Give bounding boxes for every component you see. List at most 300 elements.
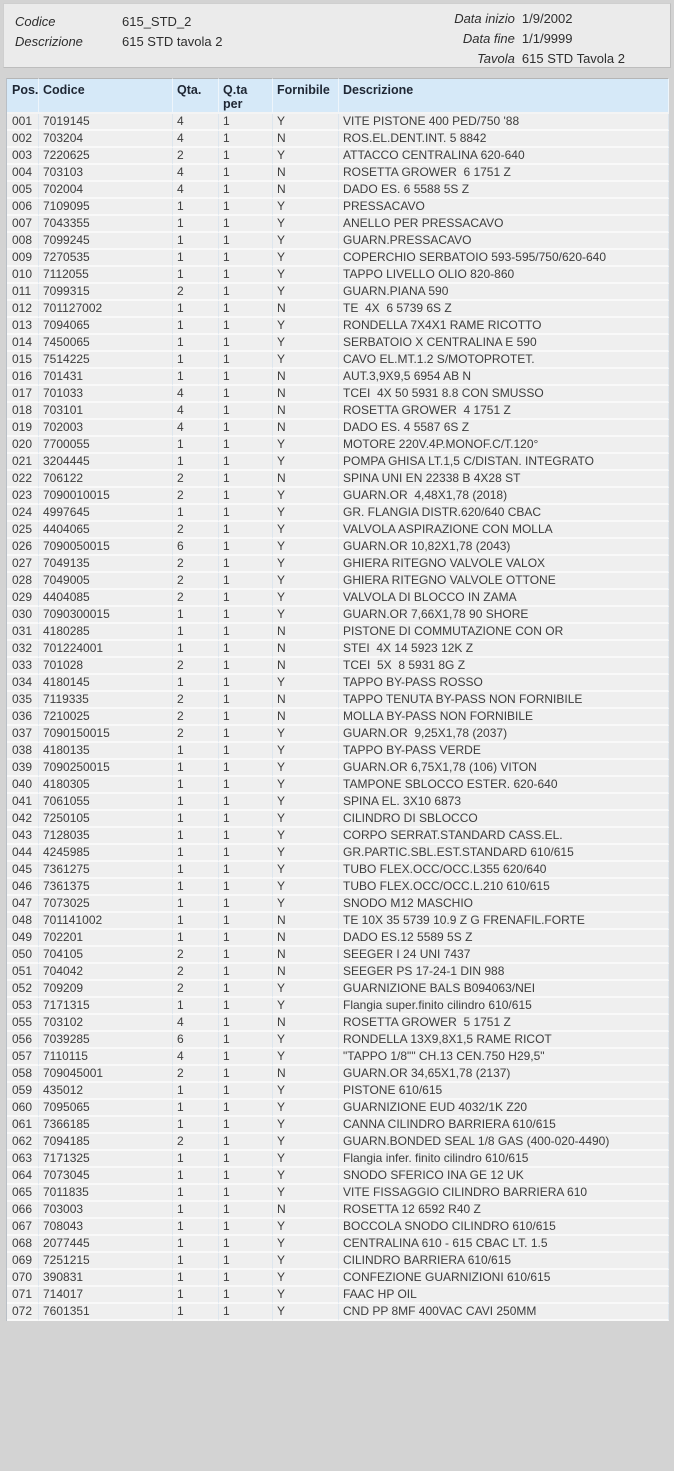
cell-descrizione: VALVOLA ASPIRAZIONE CON MOLLA	[339, 522, 669, 539]
cell-codice: 4180305	[39, 777, 173, 794]
cell-codice: 7210025	[39, 709, 173, 726]
cell-pos: 042	[7, 811, 39, 828]
cell-qta-per: 1	[219, 1015, 273, 1032]
table-row	[7, 505, 669, 522]
cell-qta: 1	[173, 369, 219, 386]
cell-qta: 1	[173, 1117, 219, 1134]
cell-pos: 008	[7, 233, 39, 250]
cell-qta: 1	[173, 1304, 219, 1321]
cell-qta-per: 1	[219, 1219, 273, 1236]
cell-descrizione: VITE FISSAGGIO CILINDRO BARRIERA 610	[339, 1185, 669, 1202]
cell-qta-per: 1	[219, 301, 273, 318]
cell-codice: 4404085	[39, 590, 173, 607]
cell-qta-per: 1	[219, 250, 273, 267]
cell-fornibile: Y	[273, 760, 339, 777]
cell-descrizione: ATTACCO CENTRALINA 620-640	[339, 148, 669, 165]
cell-qta-per: 1	[219, 114, 273, 131]
cell-descrizione: Flangia super.finito cilindro 610/615	[339, 998, 669, 1015]
cell-fornibile: Y	[273, 1117, 339, 1134]
cell-pos: 021	[7, 454, 39, 471]
cell-qta: 2	[173, 573, 219, 590]
cell-qta-per: 1	[219, 556, 273, 573]
cell-fornibile: Y	[273, 981, 339, 998]
column-header-pos: Pos.	[7, 78, 39, 114]
table-row	[7, 862, 669, 879]
cell-descrizione: CONFEZIONE GUARNIZIONI 610/615	[339, 1270, 669, 1287]
cell-qta: 1	[173, 1236, 219, 1253]
cell-qta-per: 1	[219, 148, 273, 165]
cell-qta-per: 1	[219, 760, 273, 777]
table-row	[7, 182, 669, 199]
cell-descrizione: PISTONE DI COMMUTAZIONE CON OR	[339, 624, 669, 641]
cell-fornibile: Y	[273, 1100, 339, 1117]
cell-qta-per: 1	[219, 182, 273, 199]
table-row	[7, 590, 669, 607]
cell-descrizione: CAVO EL.MT.1.2 S/MOTOPROTET.	[339, 352, 669, 369]
cell-pos: 069	[7, 1253, 39, 1270]
cell-qta: 1	[173, 454, 219, 471]
table-row	[7, 828, 669, 845]
cell-pos: 053	[7, 998, 39, 1015]
cell-fornibile: N	[273, 420, 339, 437]
cell-fornibile: N	[273, 131, 339, 148]
cell-qta-per: 1	[219, 777, 273, 794]
cell-qta: 4	[173, 182, 219, 199]
cell-descrizione: TUBO FLEX.OCC/OCC.L355 620/640	[339, 862, 669, 879]
cell-qta: 4	[173, 386, 219, 403]
cell-qta-per: 1	[219, 981, 273, 998]
cell-descrizione: GR. FLANGIA DISTR.620/640 CBAC	[339, 505, 669, 522]
table-row	[7, 148, 669, 165]
cell-fornibile: Y	[273, 879, 339, 896]
cell-codice: 701028	[39, 658, 173, 675]
cell-qta-per: 1	[219, 199, 273, 216]
cell-qta: 1	[173, 811, 219, 828]
cell-descrizione: TUBO FLEX.OCC/OCC.L.210 610/615	[339, 879, 669, 896]
cell-qta: 1	[173, 1151, 219, 1168]
cell-fornibile: Y	[273, 267, 339, 284]
cell-fornibile: Y	[273, 811, 339, 828]
cell-qta: 2	[173, 692, 219, 709]
cell-codice: 701033	[39, 386, 173, 403]
table-row	[7, 233, 669, 250]
table-row	[7, 845, 669, 862]
cell-fornibile: Y	[273, 896, 339, 913]
cell-qta-per: 1	[219, 930, 273, 947]
cell-codice: 7094065	[39, 318, 173, 335]
table-row	[7, 1185, 669, 1202]
cell-qta: 2	[173, 658, 219, 675]
cell-pos: 055	[7, 1015, 39, 1032]
cell-descrizione: GR.PARTIC.SBL.EST.STANDARD 610/615	[339, 845, 669, 862]
cell-fornibile: N	[273, 301, 339, 318]
cell-fornibile: Y	[273, 845, 339, 862]
cell-codice: 7171325	[39, 1151, 173, 1168]
cell-descrizione: CANNA CILINDRO BARRIERA 610/615	[339, 1117, 669, 1134]
cell-codice: 7128035	[39, 828, 173, 845]
cell-pos: 052	[7, 981, 39, 998]
cell-fornibile: N	[273, 624, 339, 641]
cell-fornibile: Y	[273, 1236, 339, 1253]
cell-pos: 060	[7, 1100, 39, 1117]
cell-pos: 066	[7, 1202, 39, 1219]
cell-qta-per: 1	[219, 1185, 273, 1202]
cell-descrizione: SEEGER I 24 UNI 7437	[339, 947, 669, 964]
cell-qta: 4	[173, 114, 219, 131]
cell-pos: 040	[7, 777, 39, 794]
table-row	[7, 1236, 669, 1253]
cell-qta-per: 1	[219, 335, 273, 352]
column-header-descrizione: Descrizione	[339, 78, 669, 114]
cell-qta: 2	[173, 964, 219, 981]
cell-fornibile: N	[273, 369, 339, 386]
cell-pos: 022	[7, 471, 39, 488]
table-row	[7, 369, 669, 386]
cell-codice: 7514225	[39, 352, 173, 369]
cell-descrizione: ROS.EL.DENT.INT. 5 8842	[339, 131, 669, 148]
cell-pos: 001	[7, 114, 39, 131]
cell-codice: 702003	[39, 420, 173, 437]
cell-codice: 701224001	[39, 641, 173, 658]
cell-qta-per: 1	[219, 1270, 273, 1287]
table-row	[7, 556, 669, 573]
cell-descrizione: GUARN.OR 9,25X1,78 (2037)	[339, 726, 669, 743]
cell-qta-per: 1	[219, 386, 273, 403]
cell-codice: 7110115	[39, 1049, 173, 1066]
cell-qta-per: 1	[219, 675, 273, 692]
cell-pos: 048	[7, 913, 39, 930]
cell-codice: 7090050015	[39, 539, 173, 556]
cell-qta: 1	[173, 1219, 219, 1236]
cell-descrizione: ROSETTA 12 6592 R40 Z	[339, 1202, 669, 1219]
cell-qta-per: 1	[219, 1066, 273, 1083]
cell-codice: 7099245	[39, 233, 173, 250]
descrizione-value: 615 STD tavola 2	[122, 33, 223, 49]
cell-descrizione: SNODO M12 MASCHIO	[339, 896, 669, 913]
cell-qta: 1	[173, 301, 219, 318]
cell-qta: 4	[173, 1049, 219, 1066]
cell-qta-per: 1	[219, 131, 273, 148]
cell-fornibile: Y	[273, 1032, 339, 1049]
cell-qta-per: 1	[219, 284, 273, 301]
cell-codice: 7220625	[39, 148, 173, 165]
cell-codice: 7094185	[39, 1134, 173, 1151]
cell-pos: 071	[7, 1287, 39, 1304]
cell-fornibile: Y	[273, 114, 339, 131]
cell-qta: 4	[173, 1015, 219, 1032]
cell-codice: 7109095	[39, 199, 173, 216]
cell-qta-per: 1	[219, 709, 273, 726]
cell-codice: 701431	[39, 369, 173, 386]
cell-descrizione: GHIERA RITEGNO VALVOLE VALOX	[339, 556, 669, 573]
table-row	[7, 658, 669, 675]
cell-fornibile: Y	[273, 743, 339, 760]
cell-qta: 1	[173, 1100, 219, 1117]
cell-qta-per: 1	[219, 1287, 273, 1304]
cell-descrizione: VITE PISTONE 400 PED/750 '88	[339, 114, 669, 131]
cell-codice: 4180285	[39, 624, 173, 641]
cell-qta: 2	[173, 947, 219, 964]
data-inizio-label: Data inizio	[454, 10, 515, 26]
cell-fornibile: Y	[273, 862, 339, 879]
cell-pos: 064	[7, 1168, 39, 1185]
cell-fornibile: N	[273, 913, 339, 930]
cell-fornibile: N	[273, 165, 339, 182]
cell-qta-per: 1	[219, 913, 273, 930]
cell-codice: 7700055	[39, 437, 173, 454]
cell-fornibile: Y	[273, 488, 339, 505]
cell-codice: 706122	[39, 471, 173, 488]
column-header-codice: Codice	[39, 78, 173, 114]
cell-codice: 390831	[39, 1270, 173, 1287]
cell-descrizione: SERBATOIO X CENTRALINA E 590	[339, 335, 669, 352]
cell-pos: 004	[7, 165, 39, 182]
cell-descrizione: TAPPO BY-PASS ROSSO	[339, 675, 669, 692]
cell-qta: 1	[173, 845, 219, 862]
cell-codice: 7099315	[39, 284, 173, 301]
cell-descrizione: SPINA UNI EN 22338 B 4X28 ST	[339, 471, 669, 488]
table-header-row	[7, 78, 669, 114]
cell-descrizione: GUARN.OR 7,66X1,78 90 SHORE	[339, 607, 669, 624]
cell-fornibile: Y	[273, 352, 339, 369]
cell-qta-per: 1	[219, 505, 273, 522]
cell-pos: 025	[7, 522, 39, 539]
cell-qta-per: 1	[219, 233, 273, 250]
cell-pos: 026	[7, 539, 39, 556]
cell-qta: 4	[173, 165, 219, 182]
table-row	[7, 1100, 669, 1117]
document-info-panel	[3, 3, 671, 68]
cell-qta-per: 1	[219, 488, 273, 505]
cell-codice: 703101	[39, 403, 173, 420]
cell-fornibile: Y	[273, 454, 339, 471]
cell-qta-per: 1	[219, 539, 273, 556]
tavola-value: 615 STD Tavola 2	[521, 50, 625, 66]
table-row	[7, 998, 669, 1015]
cell-fornibile: Y	[273, 794, 339, 811]
cell-descrizione: ROSETTA GROWER 6 1751 Z	[339, 165, 669, 182]
cell-fornibile: Y	[273, 1270, 339, 1287]
cell-codice: 7039285	[39, 1032, 173, 1049]
cell-pos: 061	[7, 1117, 39, 1134]
cell-pos: 017	[7, 386, 39, 403]
cell-descrizione: GUARN.OR 10,82X1,78 (2043)	[339, 539, 669, 556]
cell-codice: 7049005	[39, 573, 173, 590]
cell-descrizione: GUARN.OR 4,48X1,78 (2018)	[339, 488, 669, 505]
table-row	[7, 420, 669, 437]
cell-codice: 709045001	[39, 1066, 173, 1083]
cell-descrizione: DADO ES. 4 5587 6S Z	[339, 420, 669, 437]
cell-codice: 701141002	[39, 913, 173, 930]
cell-pos: 024	[7, 505, 39, 522]
table-row	[7, 301, 669, 318]
cell-codice: 7073045	[39, 1168, 173, 1185]
cell-codice: 7090250015	[39, 760, 173, 777]
cell-qta-per: 1	[219, 641, 273, 658]
cell-qta: 2	[173, 488, 219, 505]
cell-qta: 1	[173, 1202, 219, 1219]
cell-qta-per: 1	[219, 862, 273, 879]
cell-descrizione: ROSETTA GROWER 5 1751 Z	[339, 1015, 669, 1032]
cell-codice: 4245985	[39, 845, 173, 862]
cell-fornibile: Y	[273, 607, 339, 624]
cell-qta: 1	[173, 1185, 219, 1202]
table-row	[7, 1253, 669, 1270]
cell-fornibile: Y	[273, 726, 339, 743]
cell-qta-per: 1	[219, 896, 273, 913]
cell-pos: 019	[7, 420, 39, 437]
info-right-block	[377, 8, 625, 68]
table-row	[7, 930, 669, 947]
cell-pos: 030	[7, 607, 39, 624]
cell-fornibile: N	[273, 1202, 339, 1219]
cell-fornibile: Y	[273, 590, 339, 607]
cell-pos: 033	[7, 658, 39, 675]
cell-codice: 7361275	[39, 862, 173, 879]
cell-pos: 049	[7, 930, 39, 947]
data-fine-row	[377, 28, 625, 48]
cell-qta: 2	[173, 590, 219, 607]
cell-codice: 702201	[39, 930, 173, 947]
cell-qta: 1	[173, 1168, 219, 1185]
cell-descrizione: CILINDRO DI SBLOCCO	[339, 811, 669, 828]
cell-fornibile: Y	[273, 233, 339, 250]
cell-qta: 2	[173, 284, 219, 301]
cell-fornibile: N	[273, 964, 339, 981]
table-row	[7, 437, 669, 454]
cell-pos: 009	[7, 250, 39, 267]
table-row	[7, 913, 669, 930]
table-row	[7, 964, 669, 981]
cell-qta-per: 1	[219, 811, 273, 828]
cell-codice: 4404065	[39, 522, 173, 539]
cell-descrizione: DADO ES.12 5589 5S Z	[339, 930, 669, 947]
cell-codice: 7090300015	[39, 607, 173, 624]
table-row	[7, 1117, 669, 1134]
column-header-qta-per: Q.ta per	[219, 78, 273, 114]
cell-qta: 2	[173, 148, 219, 165]
cell-pos: 067	[7, 1219, 39, 1236]
table-row	[7, 284, 669, 301]
table-row	[7, 1219, 669, 1236]
cell-qta: 2	[173, 556, 219, 573]
cell-pos: 046	[7, 879, 39, 896]
cell-qta: 1	[173, 1270, 219, 1287]
cell-fornibile: Y	[273, 1185, 339, 1202]
cell-fornibile: Y	[273, 556, 339, 573]
cell-qta: 1	[173, 641, 219, 658]
cell-fornibile: Y	[273, 148, 339, 165]
cell-qta: 1	[173, 1083, 219, 1100]
table-row	[7, 947, 669, 964]
cell-fornibile: Y	[273, 437, 339, 454]
cell-qta-per: 1	[219, 743, 273, 760]
cell-pos: 062	[7, 1134, 39, 1151]
cell-descrizione: ROSETTA GROWER 4 1751 Z	[339, 403, 669, 420]
cell-fornibile: N	[273, 930, 339, 947]
cell-qta-per: 1	[219, 1236, 273, 1253]
table-row	[7, 386, 669, 403]
cell-qta-per: 1	[219, 369, 273, 386]
cell-pos: 045	[7, 862, 39, 879]
cell-fornibile: Y	[273, 539, 339, 556]
data-fine-value: 1/1/9999	[521, 30, 573, 46]
cell-descrizione: SNODO SFERICO INA GE 12 UK	[339, 1168, 669, 1185]
cell-fornibile: Y	[273, 1083, 339, 1100]
cell-qta: 1	[173, 862, 219, 879]
cell-qta-per: 1	[219, 1253, 273, 1270]
cell-pos: 044	[7, 845, 39, 862]
cell-qta: 1	[173, 777, 219, 794]
cell-descrizione: TAPPO LIVELLO OLIO 820-860	[339, 267, 669, 284]
cell-qta-per: 1	[219, 879, 273, 896]
cell-descrizione: GUARNIZIONE EUD 4032/1K Z20	[339, 1100, 669, 1117]
cell-codice: 7250105	[39, 811, 173, 828]
cell-fornibile: Y	[273, 1134, 339, 1151]
cell-descrizione: TCEI 5X 8 5931 8G Z	[339, 658, 669, 675]
cell-fornibile: Y	[273, 199, 339, 216]
table-row	[7, 114, 669, 131]
cell-descrizione: VALVOLA DI BLOCCO IN ZAMA	[339, 590, 669, 607]
cell-qta-per: 1	[219, 964, 273, 981]
cell-qta-per: 1	[219, 1202, 273, 1219]
cell-codice: 7061055	[39, 794, 173, 811]
tavola-label: Tavola	[477, 50, 515, 66]
cell-pos: 016	[7, 369, 39, 386]
cell-pos: 018	[7, 403, 39, 420]
cell-qta-per: 1	[219, 794, 273, 811]
table-row	[7, 403, 669, 420]
cell-fornibile: N	[273, 403, 339, 420]
cell-qta: 1	[173, 913, 219, 930]
cell-qta: 1	[173, 1287, 219, 1304]
cell-codice: 4180135	[39, 743, 173, 760]
cell-descrizione: Flangia infer. finito cilindro 610/615	[339, 1151, 669, 1168]
cell-codice: 7119335	[39, 692, 173, 709]
cell-descrizione: "TAPPO 1/8"" CH.13 CEN.750 H29,5"	[339, 1049, 669, 1066]
cell-fornibile: N	[273, 692, 339, 709]
table-row	[7, 488, 669, 505]
cell-qta-per: 1	[219, 437, 273, 454]
cell-pos: 003	[7, 148, 39, 165]
cell-pos: 020	[7, 437, 39, 454]
cell-pos: 011	[7, 284, 39, 301]
cell-fornibile: Y	[273, 216, 339, 233]
table-row	[7, 641, 669, 658]
cell-codice: 435012	[39, 1083, 173, 1100]
table-row	[7, 539, 669, 556]
cell-fornibile: Y	[273, 1253, 339, 1270]
cell-descrizione: AUT.3,9X9,5 6954 AB N	[339, 369, 669, 386]
cell-descrizione: BOCCOLA SNODO CILINDRO 610/615	[339, 1219, 669, 1236]
cell-codice: 7090010015	[39, 488, 173, 505]
cell-qta-per: 1	[219, 590, 273, 607]
cell-pos: 037	[7, 726, 39, 743]
cell-fornibile: N	[273, 658, 339, 675]
cell-qta: 1	[173, 335, 219, 352]
cell-pos: 014	[7, 335, 39, 352]
cell-fornibile: Y	[273, 828, 339, 845]
table-row	[7, 726, 669, 743]
cell-qta: 6	[173, 539, 219, 556]
table-row	[7, 573, 669, 590]
cell-qta: 1	[173, 505, 219, 522]
cell-fornibile: Y	[273, 1168, 339, 1185]
cell-descrizione: CORPO SERRAT.STANDARD CASS.EL.	[339, 828, 669, 845]
cell-pos: 057	[7, 1049, 39, 1066]
cell-qta-per: 1	[219, 352, 273, 369]
cell-pos: 005	[7, 182, 39, 199]
